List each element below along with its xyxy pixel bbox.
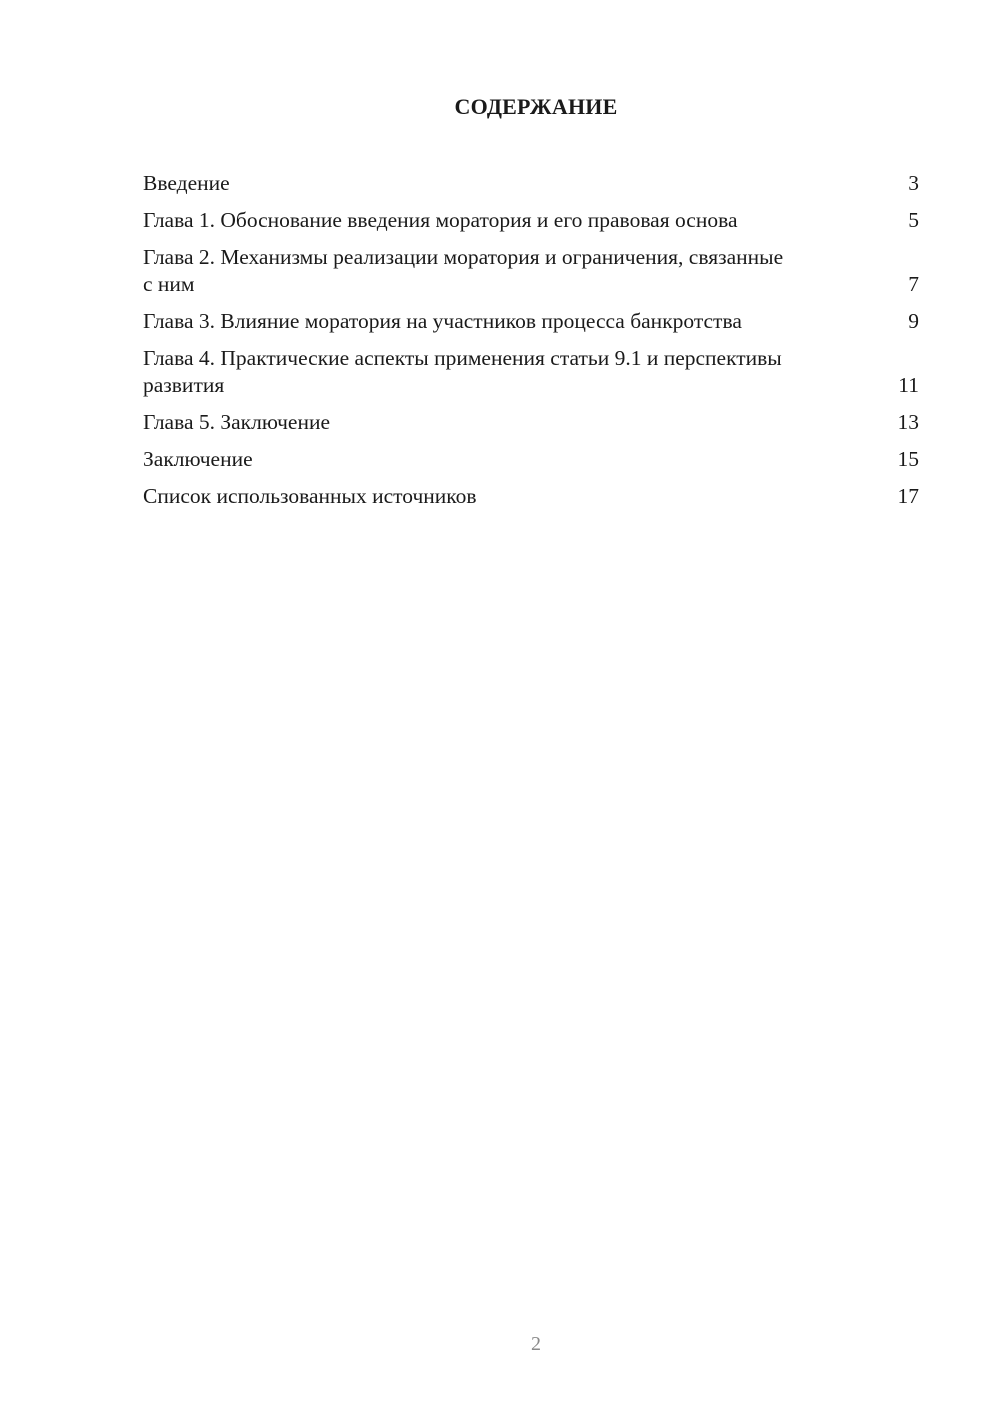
toc-entry-page: 5	[908, 208, 919, 232]
toc-entry-page: 13	[897, 410, 919, 434]
toc-entry-conclusion	[143, 446, 919, 473]
toc-entry-page: 11	[898, 373, 919, 397]
toc-entry-title: Глава 3. Влияние моратория на участников процесса банкротства	[143, 309, 742, 333]
toc-entry-title: Глава 5. Заключение	[143, 410, 331, 434]
toc-entry-references	[143, 483, 919, 510]
toc-entry-chapter-1	[143, 207, 919, 234]
toc-heading: СОДЕРЖАНИЕ	[454, 94, 618, 119]
toc-entry-page: 15	[897, 447, 919, 471]
toc-entry-title: Глава 4. Практические аспекты применения статьи 9.1 и перспективы развития	[143, 346, 782, 397]
page-number: 2	[531, 1333, 541, 1355]
table-of-contents	[143, 170, 919, 520]
toc-entry-title: Заключение	[143, 447, 253, 471]
toc-entry-title: Глава 1. Обоснование введения моратория и его правовая основа	[143, 208, 738, 232]
toc-entry-page: 17	[897, 484, 919, 508]
toc-entry-title: Список использованных источников	[143, 484, 477, 508]
toc-entry-page: 7	[908, 272, 919, 296]
toc-entry-page: 9	[908, 309, 919, 333]
toc-entry-chapter-5	[143, 409, 919, 436]
toc-entry-title: Введение	[143, 171, 230, 195]
toc-entry-introduction	[143, 170, 919, 197]
toc-entry-chapter-4	[143, 345, 919, 399]
toc-entry-chapter-2	[143, 244, 919, 298]
toc-entry-page: 3	[908, 171, 919, 195]
toc-entry-chapter-3	[143, 308, 919, 335]
toc-entry-title: Глава 2. Механизмы реализации моратория и ограничения, связанные с ним	[143, 245, 784, 296]
